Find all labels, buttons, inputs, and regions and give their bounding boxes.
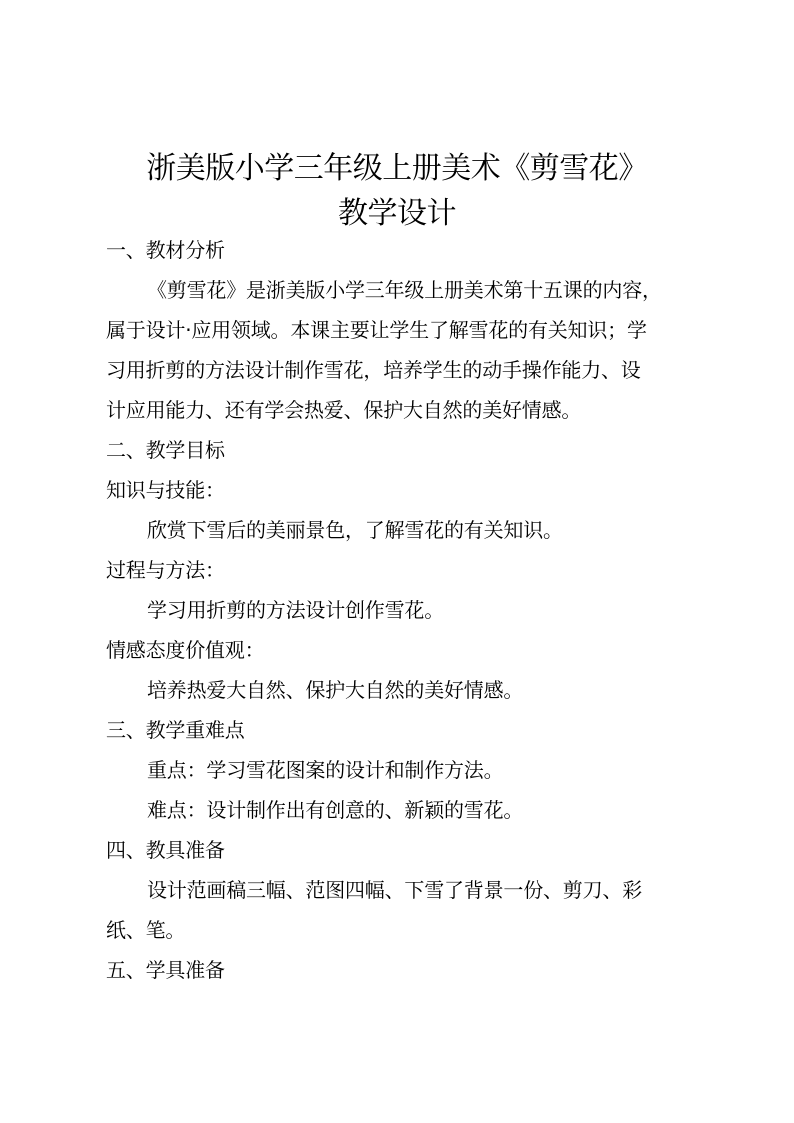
section-4-paragraph-line-2: 纸、笔。 [106, 918, 186, 942]
section-1-paragraph-line-1: 《剪雪花》是浙美版小学三年级上册美术第十五课的内容， [147, 278, 662, 302]
document-body [106, 230, 702, 990]
section-2-heading: 二、教学目标 [106, 438, 225, 462]
knowledge-skills-label: 知识与技能： [106, 478, 225, 502]
section-4-heading: 四、教具准备 [106, 838, 225, 862]
section-1-heading: 一、教材分析 [106, 238, 225, 262]
emotion-values-text: 培养热爱大自然、保护大自然的美好情感。 [147, 678, 524, 702]
process-method-text: 学习用折剪的方法设计创作雪花。 [147, 598, 444, 622]
section-4-paragraph-line-1: 设计范画稿三幅、范图四幅、下雪了背景一份、剪刀、彩 [147, 878, 642, 902]
knowledge-skills-text: 欣赏下雪后的美丽景色，了解雪花的有关知识。 [147, 518, 563, 542]
emotion-values-label: 情感态度价值观： [106, 638, 265, 662]
title-line-1: 浙美版小学三年级上册美术《剪雪花》 [146, 151, 648, 186]
process-method-label: 过程与方法： [106, 558, 225, 582]
section-1-paragraph-line-2: 属于设计·应用领域。本课主要让学生了解雪花的有关知识；学 [106, 318, 647, 342]
difficult-point: 难点：设计制作出有创意的、新颖的雪花。 [147, 798, 524, 822]
section-5-heading: 五、学具准备 [106, 958, 225, 982]
section-3-heading: 三、教学重难点 [106, 718, 245, 742]
title-line-2: 教学设计 [338, 196, 456, 231]
key-point: 重点：学习雪花图案的设计和制作方法。 [147, 758, 504, 782]
section-1-paragraph-line-3: 习用折剪的方法设计制作雪花，培养学生的动手操作能力、设 [106, 358, 641, 382]
document-title [0, 146, 794, 236]
section-1-paragraph-line-4: 计应用能力、还有学会热爱、保护大自然的美好情感。 [106, 398, 582, 422]
